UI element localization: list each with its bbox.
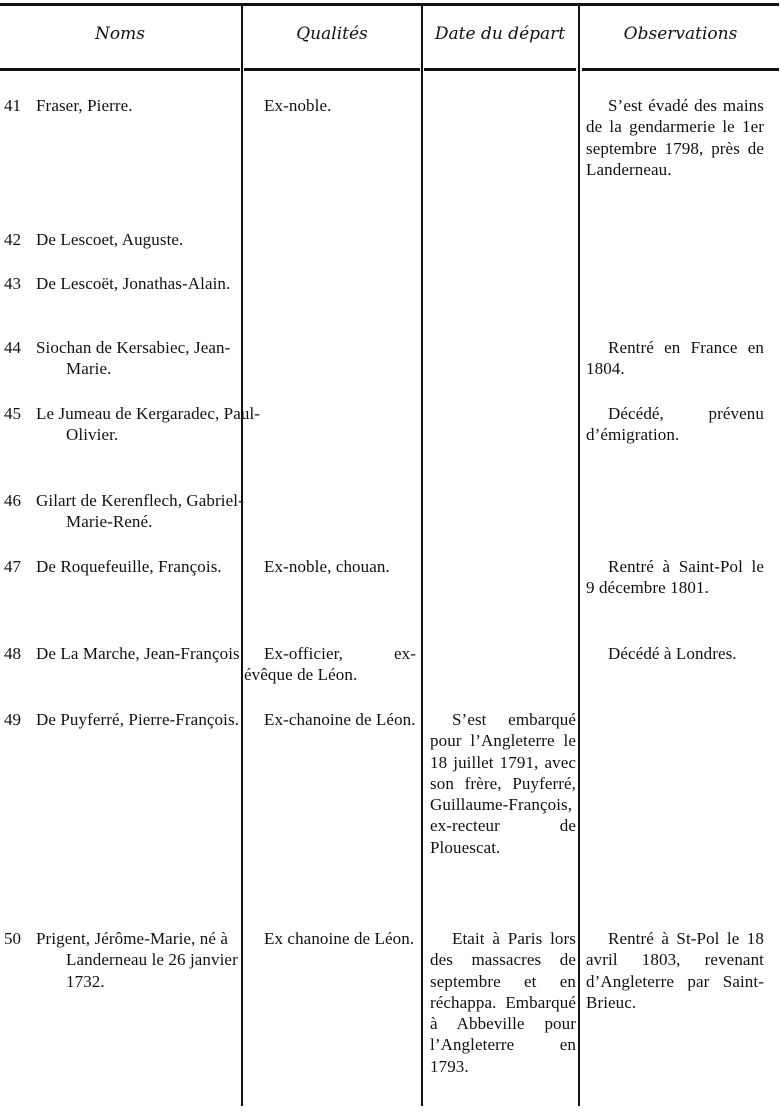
row-observations: S’est évadé des mains de la gendarmerie le 1er septembre 1798, près de Landerneau.: [586, 96, 764, 179]
row-qualites: Ex-noble.: [264, 96, 332, 115]
row-date-depart: S’est embarqué pour l’Angleterre le 18 juillet 1791, avec son frère, Puyferré, Guillaume-François, ex-recteur de Plouescat.: [430, 710, 576, 857]
row-number: 46: [4, 491, 21, 510]
row-observations: Décédé à Londres.: [608, 644, 737, 663]
row-name: De Puyferré, Pierre-François.: [36, 710, 240, 729]
row-number: 42: [4, 230, 21, 249]
row-name: Siochan de Kersabiec, Jean-Marie.: [36, 338, 231, 379]
row-number: 41: [4, 96, 21, 115]
row-number: 45: [4, 404, 21, 423]
column-divider: [578, 6, 580, 1106]
row-qualites: Ex-noble, chouan.: [264, 557, 390, 576]
row-number: 44: [4, 338, 21, 357]
row-qualites: Ex chanoine de Léon.: [264, 929, 415, 948]
row-name: De La Marche, Jean-François.: [36, 644, 245, 663]
row-name: De Lescoet, Auguste.: [36, 230, 184, 249]
header-noms: Noms: [95, 24, 145, 44]
row-qualites: Ex-chanoine de Léon.: [264, 710, 416, 729]
row-name: Fraser, Pierre.: [36, 96, 133, 115]
row-name: De Roquefeuille, François.: [36, 557, 222, 576]
header-qualites: Qualités: [296, 24, 368, 44]
header-date-depart: Date du départ: [434, 24, 566, 44]
column-divider: [421, 6, 423, 1106]
row-number: 43: [4, 274, 21, 293]
row-number: 47: [4, 557, 21, 576]
row-observations: Décédé, prévenu d’émigration.: [586, 404, 764, 445]
row-date-depart: Etait à Paris lors des massacres de septembre et en réchappa. Embarqué à Abbeville pour l’Angleterre en 1793.: [430, 929, 576, 1076]
row-observations: Rentré à St-Pol le 18 avril 1803, revenant d’Angleterre par Saint-Brieuc.: [586, 929, 764, 1012]
row-name: Prigent, Jérôme-Marie, né à Landerneau le 26 janvier 1732.: [36, 929, 238, 991]
row-qualites: Ex-officier, ex-évêque de Léon.: [244, 644, 416, 685]
row-name: Gilart de Kerenflech, Gabriel-Marie-René.: [36, 491, 244, 532]
top-rule: [0, 3, 779, 6]
row-observations: Rentré à Saint-Pol le 9 décembre 1801.: [586, 557, 764, 598]
header-observations: Observations: [623, 24, 738, 44]
row-number: 49: [4, 710, 21, 729]
row-name: Le Jumeau de Kergaradec, Paul-Olivier.: [36, 404, 261, 445]
row-name: De Lescoët, Jonathas-Alain.: [36, 274, 231, 293]
header-rule: [244, 68, 420, 71]
row-number: 50: [4, 929, 21, 948]
row-observations: Rentré en France en 1804.: [586, 338, 764, 379]
row-number: 48: [4, 644, 21, 663]
header-rule: [424, 68, 576, 71]
header-rule: [0, 68, 240, 71]
header-rule: [582, 68, 779, 71]
